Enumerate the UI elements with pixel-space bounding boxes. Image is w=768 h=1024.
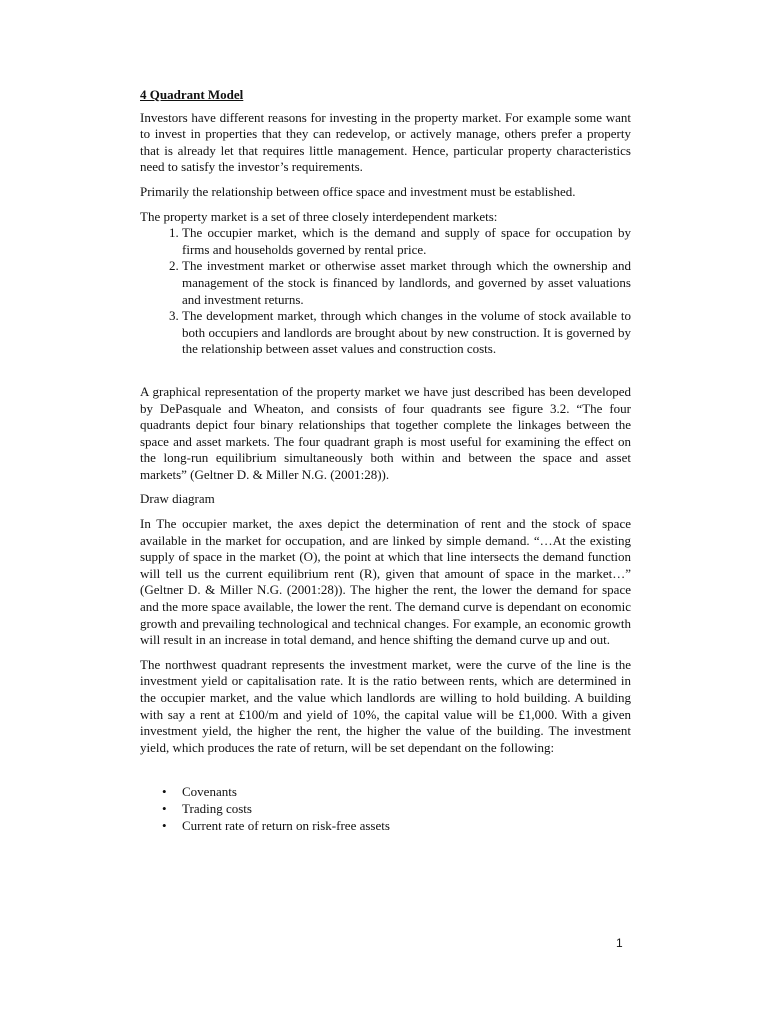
list-item xyxy=(162,818,631,835)
list-item-occupier-market: 1. The occupier market, which is the demand and supply of space for occupation by firms and households governed by rental price. xyxy=(182,225,631,258)
primarily-paragraph: Primarily the relationship between office space and investment must be established. xyxy=(140,183,576,199)
page-content xyxy=(140,87,631,834)
draw-diagram-note: Draw diagram xyxy=(140,491,215,507)
list-item-label: Covenants xyxy=(182,784,237,800)
list-item xyxy=(162,784,631,801)
page-number: 1 xyxy=(616,936,623,950)
list-item xyxy=(162,801,631,818)
list-item-development-market: 3. The development market, through which changes in the volume of stock available to both occupiers and landlords are brought about by new construction. It is governed by the relationship between asset values and construction costs. xyxy=(182,308,631,358)
bullet-icon: • xyxy=(162,817,167,833)
bullet-icon: • xyxy=(162,800,167,816)
list-item-investment-market: 2. The investment market or otherwise asset market through which the ownership and management of the stock is financed by landlords, and governed by asset valuations and investment returns. xyxy=(182,258,631,308)
occupier-paragraph: In The occupier market, the axes depict the determination of rent and the stock of space available in the market for occupation, and are linked by simple demand. “…At the existing supply of space in the market (O), the point at which that line intersects the demand function will tell us the current equilibrium rent (R), given that amount of space in the market…” (Geltner D. & Miller N.G. (2001:28)). The higher the rent, the lower the demand for space and the more space available, the lower the rent. The demand curve is dependant on economic growth and prevailing technological and technical changes. For example, an economic growth will result in an increase in total demand, and hence shifting the demand curve up and out. xyxy=(140,516,631,648)
spacer xyxy=(140,764,631,784)
graphical-paragraph: A graphical representation of the property market we have just described has been developed by DePasquale and Wheaton, and consists of four quadrants see figure 3.2. “The four quadrants depict four binary relationships that together complete the linkages between the space and asset markets. The four quadrant graph is most useful for examining the effect on the long-run equilibrium simultaneously both within and between the space and asset markets” (Geltner D. & Miller N.G. (2001:28)). xyxy=(140,383,631,482)
list-item-label: Trading costs xyxy=(182,800,252,816)
yield-factors-list xyxy=(140,784,631,834)
markets-list xyxy=(140,225,631,358)
spacer xyxy=(140,358,631,384)
section-heading: 4 Quadrant Model xyxy=(140,87,244,102)
northwest-paragraph: The northwest quadrant represents the investment market, were the curve of the line is the investment yield or capitalisation rate. It is the ratio between rents, which are determined in the occupier market, and the value which landlords are willing to hold building. A building with say a rent at £100/m and yield of 10%, the capital value will be £1,000. With a given investment yield, the higher the rent, the higher the value of the building. The investment yield, which produces the rate of return, will be set dependant on the following: xyxy=(140,656,631,755)
bullet-icon: • xyxy=(162,784,167,800)
intro-paragraph: Investors have different reasons for investing in the property market. For example some want to invest in properties that they can redevelop, or actively manage, others prefer a property that is already let that requires little management. Hence, particular property characteristics need to satisfy the investor’s requirements. xyxy=(140,109,631,175)
list-item-label: Current rate of return on risk-free assets xyxy=(182,817,390,833)
markets-intro-paragraph: The property market is a set of three closely interdependent markets: xyxy=(140,208,498,224)
